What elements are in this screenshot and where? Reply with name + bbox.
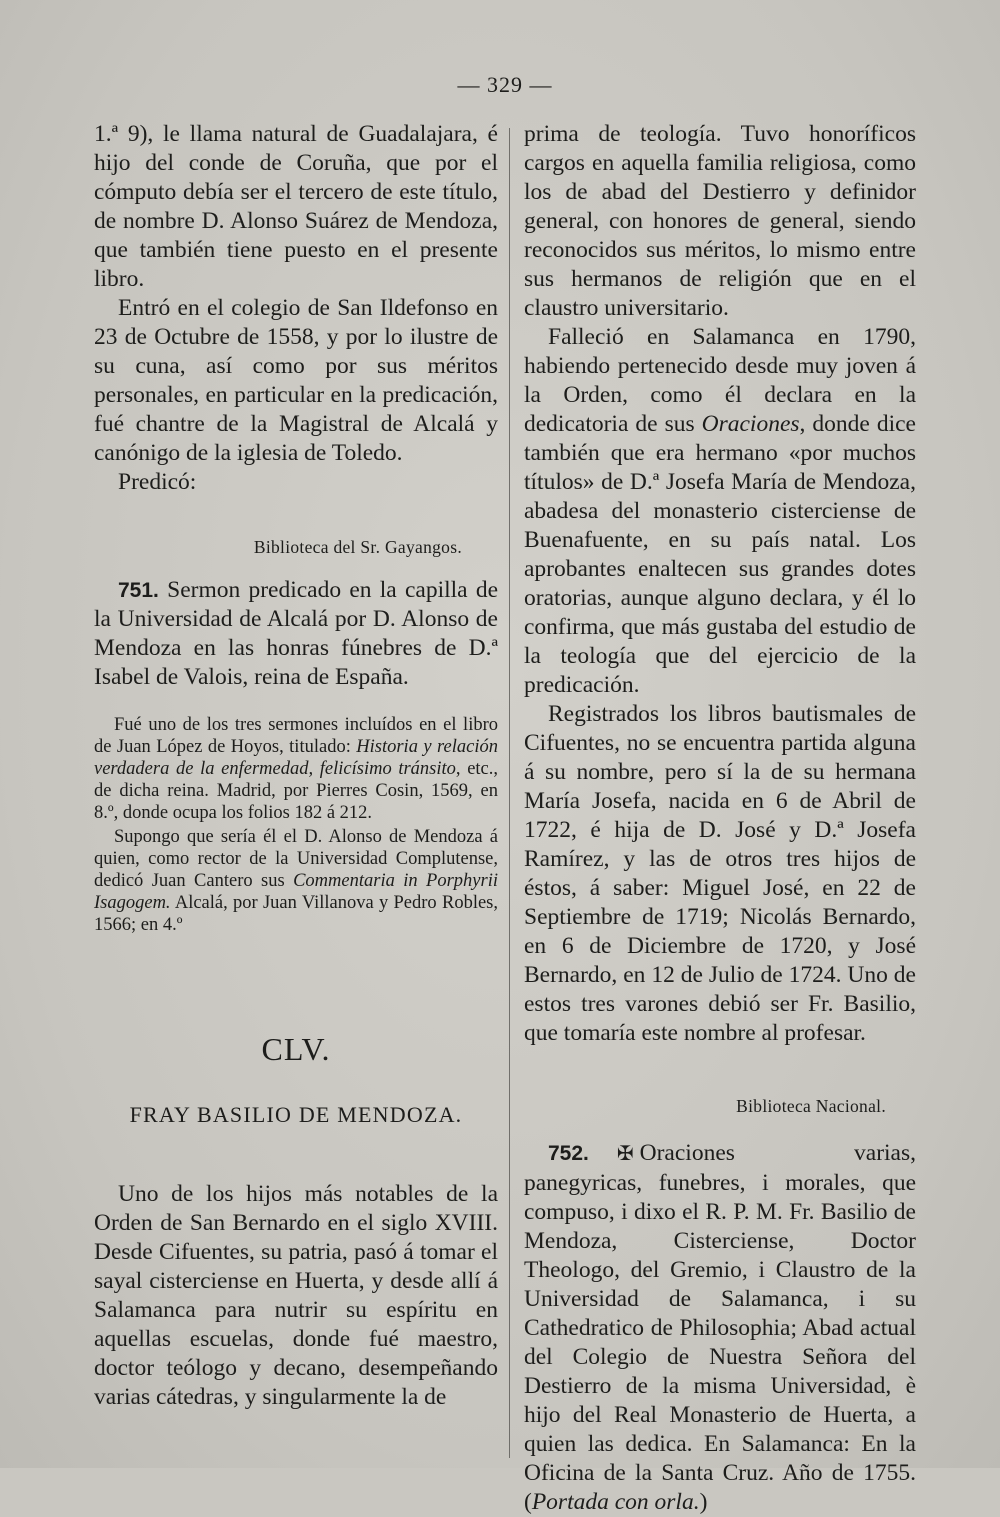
entry-number: 752.: [548, 1142, 589, 1165]
right-column: [524, 120, 916, 1517]
note-commentaria: [94, 826, 498, 936]
left-column: [94, 120, 498, 1412]
entry-752: [524, 1139, 916, 1517]
paragraph-text: Falleció en Salamanca en 1790, habiendo pertenecido desde muy joven á la Orden, como él declara en la dedicatoria de sus: [524, 324, 916, 437]
entry-text: Sermon predicado en la capilla de la Universidad de Alcalá por D. Alonso de Mendoza en las honras fúnebres de D.ª Isabel de Valois, reina de España.: [94, 577, 499, 690]
entry-751: [94, 576, 498, 692]
note-title: Commentaria in Porphyrii Isagogem.: [94, 871, 498, 913]
paragraph-basilio: Uno de los hijos más notables de la Orden de San Bernardo en el siglo XVIII. Desde Cifuentes, su patria, pasó á tomar el sayal cisterciense en Huerta, y desde allí á Salamanca para nutrir su espíritu en aquellas escuelas, donde fué maestro, doctor teólogo y decano, desempeñando varias cátedras, y singularmente la de: [94, 1181, 498, 1410]
paragraph-continued: 1.ª 9), le llama natural de Guadalajara, é hijo del conde de Coruña, que por el cómputo debía ser el tercero de este título, de nombre D. Alonso Suárez de Mendoza, que también tiene puesto en el presente libro.: [94, 121, 498, 292]
cross-icon: ✠: [616, 1143, 634, 1165]
entry-italic: Portada con orla.: [531, 1489, 700, 1515]
note-title: Historia y relación verdadera de la enfermedad, felicísimo tránsito: [94, 737, 498, 779]
paragraph-prima: prima de teología. Tuvo honoríficos cargos en aquella familia religiosa, como los de abad del Destierro y definidor general, con honores de general, siendo reconocidos sus méritos, lo mismo entre sus hermanos de religión que en el claustro universitario.: [524, 121, 916, 321]
library-location: Biblioteca del Sr. Gayangos.: [253, 537, 462, 557]
column-divider: [509, 128, 510, 1458]
paragraph-predico: Predicó:: [118, 469, 197, 495]
note-text: Supongo que sería él el D. Alonso de Mendoza á quien, como rector de la Universidad Complutense, dedicó Juan Cantero sus: [94, 827, 498, 891]
library-location: Biblioteca Nacional.: [736, 1096, 886, 1116]
note-text: , etc., de dicha reina. Madrid, por Pierres Cosin, 1569, en 8.º, donde ocupa los folios 182 á 212.: [94, 759, 499, 823]
entry-number: 751.: [118, 579, 159, 602]
page-number: — 329 —: [457, 72, 553, 97]
paragraph-text: , donde dice también que era hermano «por muchos títulos» de D.ª Josefa María de Mendoza, abadesa del monasterio cisterciense de Buenafuente, en su país natal. Los aprobantes enaltecen sus grandes dotes oratorias, aunque alguno declara, y él lo confirma, que más gustaba del estudio de la teología que del ejercicio de la predicación.: [524, 411, 916, 698]
paragraph-fallecio: [524, 323, 916, 700]
section-number: CLV.: [261, 1031, 331, 1067]
note-text: Fué uno de los tres sermones incluídos en el libro de Juan López de Hoyos, titulado:: [94, 715, 498, 757]
paragraph-registrados: Registrados los libros bautismales de Cifuentes, no se encuentra partida alguna á su nombre, pero sí la de su hermana María Josefa, nacida en 6 de Abril de 1722, é hija de D. José y D.ª Josefa Ramírez, y las de otros tres hijos de éstos, á saber: Miguel José, en 22 de Septiembre de 1719; Nicolás Bernardo, en 6 de Diciembre de 1720, y José Bernardo, en 12 de Julio de 1724. Uno de estos tres varones debió ser Fr. Basilio, que tomaría este nombre al profesar.: [524, 701, 916, 1046]
note-historia: [94, 714, 498, 824]
entry-text: Oraciones varias, panegyricas, funebres, i morales, que compuso, i dixo el R. P. M. Fr. Basilio de Mendoza, Cisterciense, Doctor Theologo, del Gremio, i Claustro de la Universidad de Salamanca, i su Cathedratico de Philosophia; Abad actual del Colegio de Nuestra Señora del Destierro de la misma Universidad, è hijo del Real Monasterio de Huerta, a quien las dedica. En Salamanca: En la Oficina de la Santa Cruz. Año de 1755. (: [524, 1140, 916, 1515]
paragraph-colegio: Entró en el colegio de San Ildefonso en 23 de Octubre de 1558, y por lo ilustre de su cuna, así como por sus méritos personales, en particular en la predicación, fué chantre de la Magistral de Alcalá y canónigo de la iglesia de Toledo.: [94, 295, 498, 466]
entry-text: ): [699, 1489, 708, 1515]
italic-title: Oraciones: [701, 411, 800, 437]
section-title: FRAY BASILIO DE MENDOZA.: [129, 1102, 463, 1127]
note-text: Alcalá, por Juan Villanova y Pedro Robles, 1566; en 4.º: [94, 893, 498, 935]
